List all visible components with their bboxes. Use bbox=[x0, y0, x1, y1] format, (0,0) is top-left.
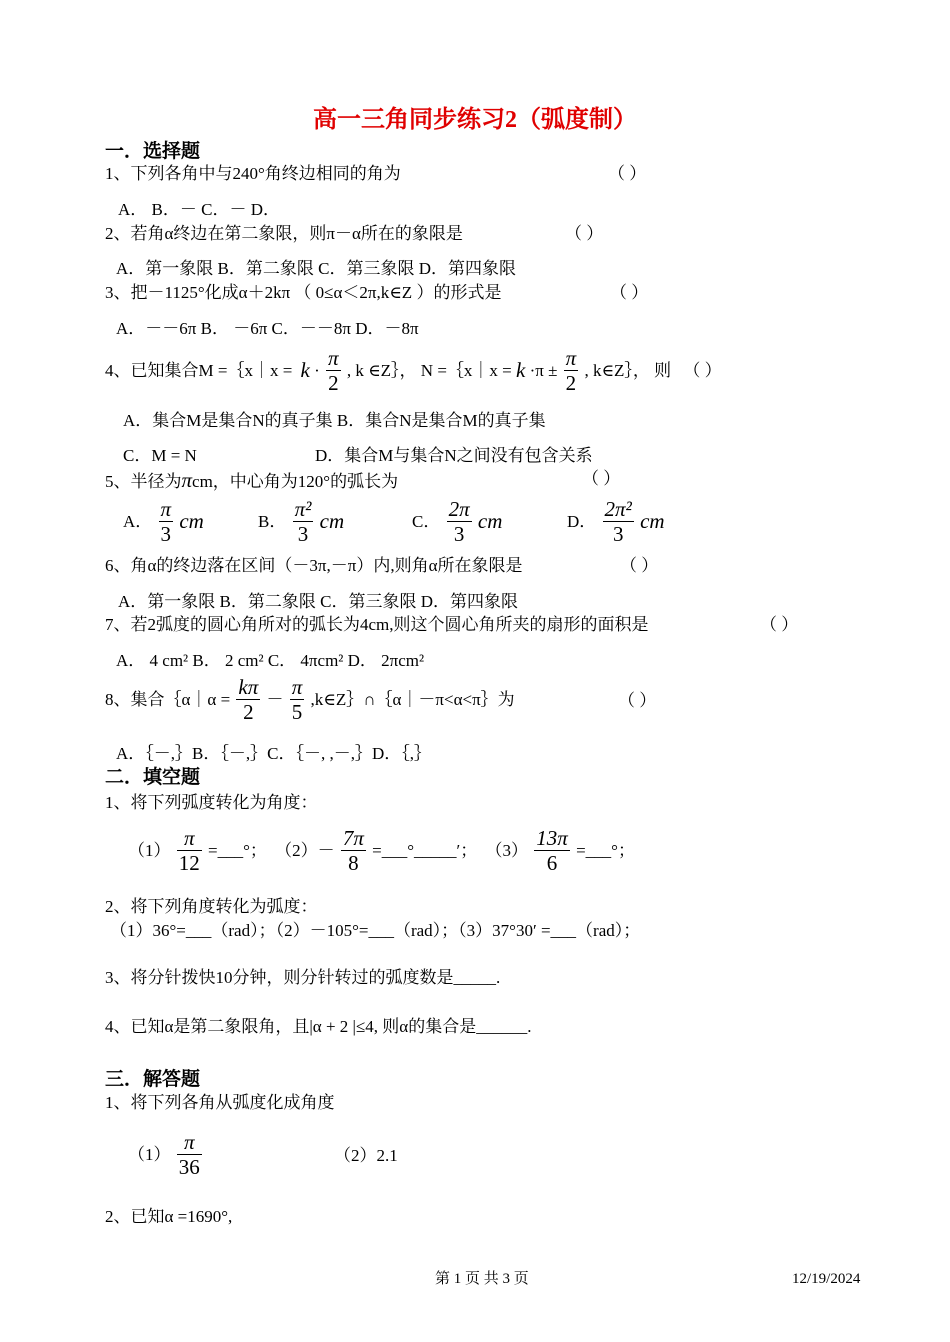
page-number: 第 1 页 共 3 页 bbox=[435, 1271, 529, 1287]
q3-stem: 3、把－1125°化成α＋2kπ （ 0≤α＜2π,k∈Z ）的形式是 bbox=[105, 283, 502, 302]
q6-answer-paren: （ ） bbox=[620, 556, 659, 575]
q7-stem: 7、若2弧度的圆心角所对的弧长为4cm,则这个圆心角所夹的扇形的面积是 bbox=[105, 615, 649, 634]
q6-options: A．第一象限 B．第二象限 C．第三象限 D．第四象限 bbox=[118, 592, 518, 611]
section-choice-heading: 一．选择题 bbox=[105, 141, 201, 162]
q5-option-d: D． $\frac{\text{2π²}}{3}$ cm bbox=[567, 497, 665, 547]
q2-options: A．第一象限 B．第二象限 C．第三象限 D．第四象限 bbox=[116, 259, 516, 278]
section-answer-heading: 三．解答题 bbox=[105, 1069, 201, 1090]
q1-stem: 1、下列各角中与240°角终边相同的角为 bbox=[105, 164, 401, 183]
q5-answer-paren: （ ） bbox=[582, 469, 621, 488]
q4-stem: 4、已知集合M =｛x｜x = k · $\frac{\pi}{2}$ , k ∈Z｝， N =｛x｜x = k ·π ± $\frac{\pi}{2}$ , k∈Z｝， 则 （ ） bbox=[105, 346, 722, 396]
f1-stem: 1、将下列弧度转化为角度： bbox=[105, 793, 318, 812]
q8-answer-paren: （ ） bbox=[618, 691, 657, 710]
f2-items: （1）36°=___（rad）；（2）－105°=___（rad）；（3）37°30′ =___（rad）； bbox=[110, 921, 641, 940]
print-date: 12/19/2024 bbox=[792, 1271, 861, 1287]
q3-options: A．－－6π B． －6π C．－－8π D．－8π bbox=[116, 319, 419, 338]
q4-fraction-pi-over-2b: $\frac{\pi}{2}$ bbox=[565, 346, 577, 396]
q2-stem: 2、若角α终边在第二象限，则π－α所在的象限是 bbox=[105, 224, 463, 243]
q8-options: A．｛－,｝B．｛－,｝C．｛－, ,－,｝D．｛,｝ bbox=[116, 744, 431, 763]
q2-answer-paren: （ ） bbox=[565, 224, 604, 243]
a1-item-2: （2）2.1 bbox=[334, 1146, 398, 1165]
a1-item-1: （1） $\frac{\pi}{36}$ bbox=[128, 1130, 200, 1180]
a2-question: 2、已知α =1690°, bbox=[105, 1207, 233, 1226]
q3-answer-paren: （ ） bbox=[610, 283, 649, 302]
q4-fraction-pi-over-2: $\frac{\pi}{2}$ bbox=[328, 346, 339, 396]
q4-option-d: D．集合M与集合N之间没有包含关系 bbox=[315, 446, 593, 465]
q5-option-c: C． $\frac{2\pi}{3}$ cm bbox=[412, 497, 503, 547]
page-title: 高一三角同步练习2（弧度制） bbox=[313, 107, 637, 133]
section-fill-heading: 二．填空题 bbox=[105, 767, 201, 788]
q6-stem: 6、角α的终边落在区间（－3π,－π）内,则角α所在象限是 bbox=[105, 556, 523, 575]
q7-answer-paren: （ ） bbox=[760, 615, 799, 634]
q4-option-c: C．M = N bbox=[123, 446, 197, 465]
f2-stem: 2、将下列角度转化为弧度： bbox=[105, 897, 318, 916]
f3-question: 3、将分针拨快10分钟，则分针转过的弧度数是_____. bbox=[105, 968, 501, 987]
q8-stem: 8、集合｛α｜α = $\frac{k\pi}{2}$ － $\frac{\pi}{5}$ ,k∈Z｝∩｛α｜－π<α<π｝为 bbox=[105, 675, 515, 725]
f1-items: （1） $\frac{\pi}{12}$ =___°； （2）－ $\frac{7\pi}{8}$ =___°_____′； （3） $\frac{13\pi}{6}$ =___°； bbox=[128, 826, 635, 876]
q7-options: A． 4 cm² B． 2 cm² C． 4πcm² D． 2πcm² bbox=[116, 651, 425, 670]
a1-stem: 1、将下列各角从弧度化成角度 bbox=[105, 1093, 335, 1112]
q5-option-b: B． $\frac{\text{π²}}{3}$ cm bbox=[258, 497, 345, 547]
q5-option-a: A． $\frac{\pi}{3}$ cm bbox=[123, 497, 204, 547]
q4-options-ab: A．集合M是集合N的真子集 B．集合N是集合M的真子集 bbox=[123, 411, 546, 430]
q1-answer-paren: （ ） bbox=[608, 164, 647, 183]
q5-stem: 5、半径为πcm，中心角为120°的弧长为 bbox=[105, 468, 399, 492]
q1-options: A． B．－ C．－ D． bbox=[118, 200, 280, 219]
f4-question: 4、已知α是第二象限角，且|α + 2 |≤4, 则α的集合是______. bbox=[105, 1017, 532, 1036]
